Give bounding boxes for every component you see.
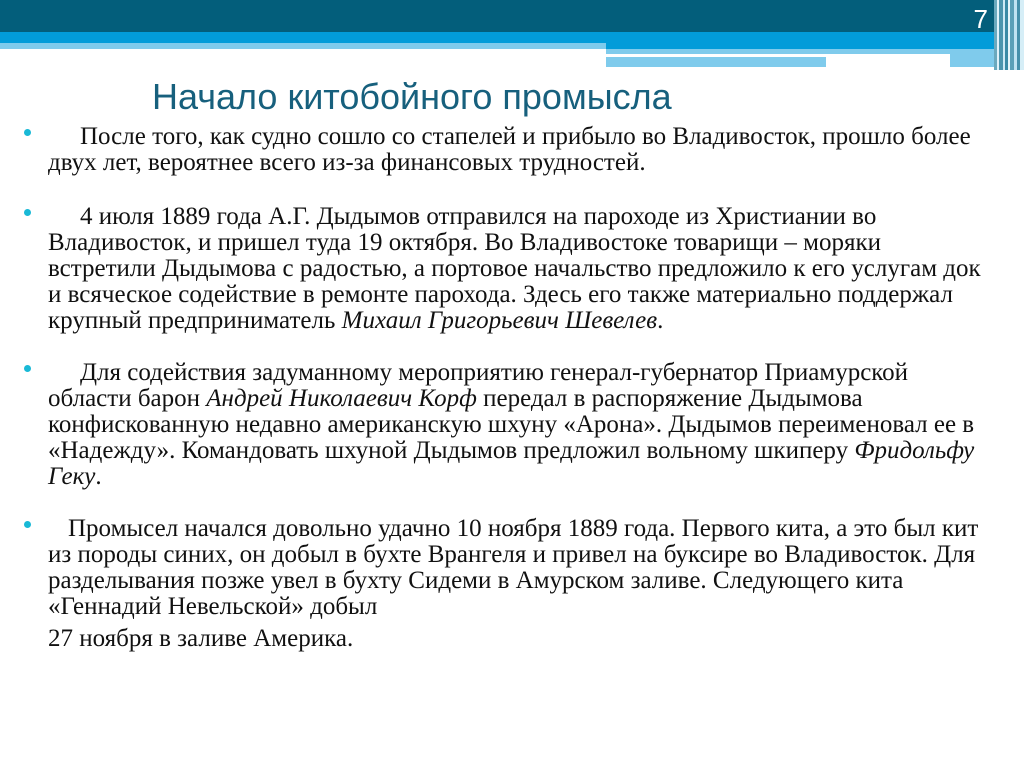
slide-title: Начало китобойного промысла <box>152 76 672 117</box>
header-light-band-lower <box>606 57 826 67</box>
bullet-dot-icon <box>24 521 31 528</box>
bullet-text: Для содействия задуманному мероприятию генерал-губернатор Приамурской области барон <box>48 359 909 412</box>
person-name: Михаил Григорьевич Шевелев <box>341 307 658 334</box>
bullet-dot-icon <box>24 365 31 372</box>
person-name: Андрей Николаевич Корф <box>206 385 477 412</box>
bullet-list <box>24 124 994 678</box>
bullet-item <box>24 204 994 334</box>
bullet-dot-icon <box>24 129 31 136</box>
bullet-text-last-line: 27 ноября в заливе Америка. <box>48 625 354 652</box>
bullet-item <box>24 516 994 652</box>
bullet-text-end: . <box>657 307 664 334</box>
header-bright-band-left <box>0 32 606 43</box>
bullet-item <box>24 124 994 176</box>
slide-header-decoration <box>0 0 1024 70</box>
bullet-text-middle: передал в распоряжение Дыдымова конфискованную недавно американскую шхуну «Арона». Дыдымов переименовал ее в «Надежду». Командовать шхуной Дыдымов предложил вольному шкиперу <box>48 385 975 464</box>
header-light-band-left <box>0 43 606 49</box>
bullet-text: После того, как судно сошло со стапелей и прибыло во Владивосток, прошло более двух лет, вероятнее всего из-за финансовых трудностей. <box>48 123 971 176</box>
bullet-text-end: . <box>95 463 102 490</box>
bullet-text: 4 июля 1889 года А.Г. Дыдымов отправился на пароходе из Христиании во Владивосток, и пришел туда 19 октября. Во Владивостоке товарищи – моряки встретили Дыдымова с радостью, а портовое начальство предложило к его услугам док и всяческое содействие в ремонте парохода. Здесь его также материально поддержал крупный предприниматель <box>48 203 981 334</box>
header-bright-band-right <box>606 32 1024 49</box>
page-number: 7 <box>973 4 988 34</box>
bullet-item <box>24 360 994 490</box>
bullet-dot-icon <box>24 209 31 216</box>
header-vertical-stripes <box>994 0 1024 70</box>
bullet-text: Промысел начался довольно удачно 10 ноября 1889 года. Первого кита, а это был кит из породы синих, он добыл в бухте Врангеля и привел на буксире во Владивосток. Для разделывания позже увел в бухту Сидеми в Амурском заливе. Следующего кита «Геннадий Невельской» добыл <box>48 515 979 620</box>
person-name: Фридольфу Геку <box>48 437 975 490</box>
header-dark-band <box>0 0 1024 32</box>
